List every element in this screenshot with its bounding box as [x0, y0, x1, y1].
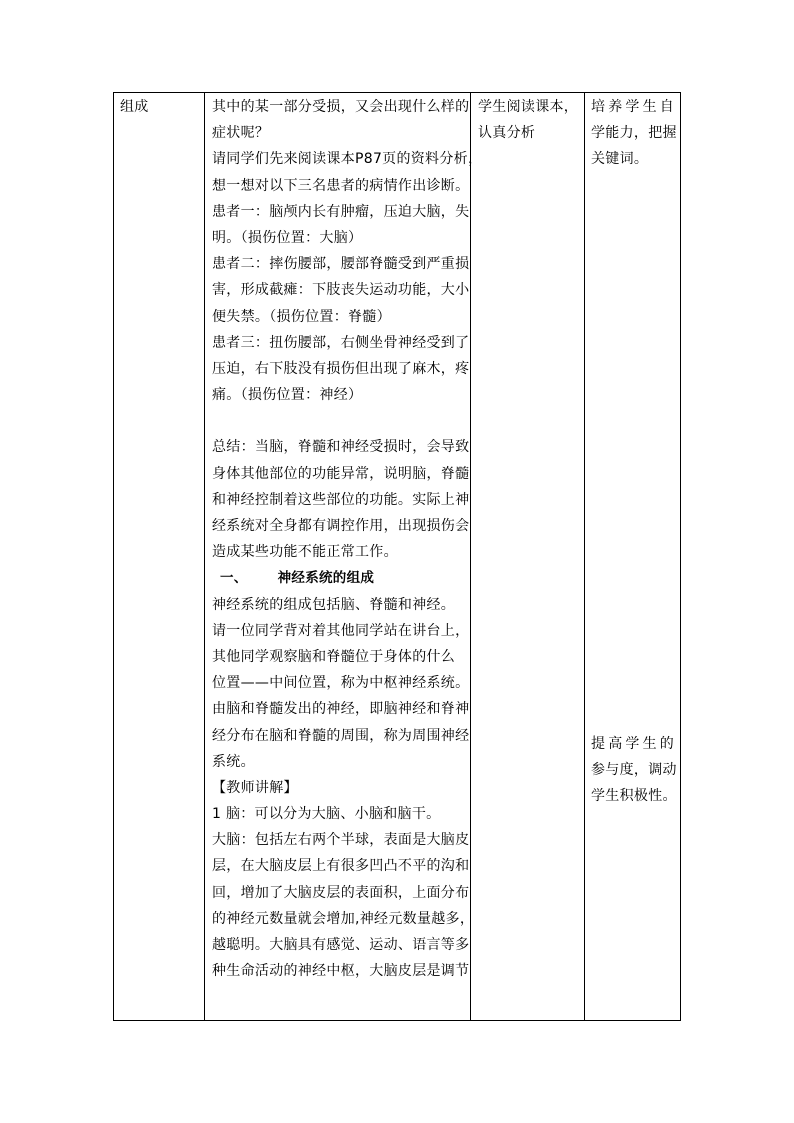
- content-line: 明。（损伤位置：大脑）: [212, 229, 363, 246]
- intent-line: 关键词。: [591, 151, 649, 168]
- summary-line: 造成某些功能不能正常工作。: [212, 544, 398, 561]
- content-line: 请同学们先来阅读课本P87页的资料分析，: [212, 151, 483, 168]
- body-line: 大脑：包括左右两个半球，表面是大脑皮: [212, 832, 470, 849]
- body-line: 经分布在脑和脊髓的周围，称为周围神经: [212, 727, 470, 744]
- body-line: 系统。: [212, 753, 255, 770]
- design-intent-bottom: [591, 731, 680, 810]
- body-line: 请一位同学背对着其他同学站在讲台上，: [212, 622, 470, 639]
- body-line: 回，增加了大脑皮层的表面积，上面分布: [212, 884, 470, 901]
- content-line: 患者二：摔伤腰部，腰部脊髓受到严重损: [212, 256, 470, 273]
- body-line: 1 脑：可以分为大脑、小脑和脑干。: [212, 806, 441, 823]
- body-line: 【教师讲解】: [212, 779, 298, 796]
- intent-line: 参与度，调动: [591, 762, 677, 779]
- content-line: 患者一：脑颅内长有肿瘤，压迫大脑，失: [212, 203, 470, 220]
- content-line: 其中的某一部分受损，又会出现什么样的: [212, 99, 470, 115]
- body-line: 的神经元数量就会增加,神经元数量越多，: [212, 910, 475, 927]
- intent-line: 学生积极性。: [591, 788, 677, 805]
- content-line: 痛。（损伤位置：神经）: [212, 387, 363, 404]
- teaching-content: [212, 94, 483, 984]
- content-line: 患者三：扭伤腰部，右侧坐骨神经受到了: [212, 334, 470, 351]
- student-activity: [478, 94, 582, 146]
- summary-line: 总结：当脑，脊髓和神经受损时，会导致: [212, 439, 470, 456]
- body-line: 层，在大脑皮层上有很多凹凸不平的沟和: [212, 858, 470, 875]
- intent-line: 提高学生的: [591, 736, 677, 752]
- design-intent-top: [591, 94, 680, 173]
- content-line: 便失禁。（损伤位置：脊髓）: [212, 308, 391, 325]
- content-line: 害，形成截瘫：下肢丧失运动功能，大小: [212, 282, 470, 299]
- blank-line: [212, 408, 468, 434]
- body-line: 种生命活动的神经中枢，大脑皮层是调节: [212, 963, 470, 980]
- content-line: 想一想对以下三名患者的病情作出诊断。: [212, 177, 470, 194]
- lesson-plan-table: [113, 92, 681, 1021]
- content-line: 症状呢？: [212, 125, 270, 142]
- design-intent-column: [585, 93, 682, 1020]
- topic-label: 组成: [120, 99, 149, 115]
- body-line: 其他同学观察脑和脊髓位于身体的什么: [212, 648, 456, 665]
- summary-line: 经系统对全身都有调控作用，出现损伤会: [212, 518, 470, 534]
- body-line: 位置——中间位置，称为中枢神经系统。: [212, 675, 470, 692]
- body-line: 神经系统的组成包括脑、脊髓和神经。: [212, 596, 456, 613]
- activity-line: 学生阅读课本，: [478, 99, 579, 115]
- intent-line: 培养学生自: [591, 99, 677, 115]
- teaching-content-column: [205, 93, 483, 1020]
- body-line: 由脑和脊髓发出的神经，即脑神经和脊神: [212, 701, 470, 718]
- topic-column: [114, 93, 205, 1020]
- intent-line: 学能力，把握: [591, 125, 677, 142]
- student-activity-column: [471, 93, 585, 1020]
- section-heading: 一、 神经系统的组成: [220, 570, 375, 587]
- summary-line: 身体其他部位的功能异常，说明脑，脊髓: [212, 465, 470, 482]
- activity-line: 认真分析: [478, 125, 536, 142]
- summary-line: 和神经控制着这些部位的功能。实际上神: [212, 491, 470, 508]
- body-line: 越聪明。大脑具有感觉、运动、语言等多: [212, 937, 470, 953]
- content-line: 压迫，右下肢没有损伤但出现了麻木，疼: [212, 360, 470, 377]
